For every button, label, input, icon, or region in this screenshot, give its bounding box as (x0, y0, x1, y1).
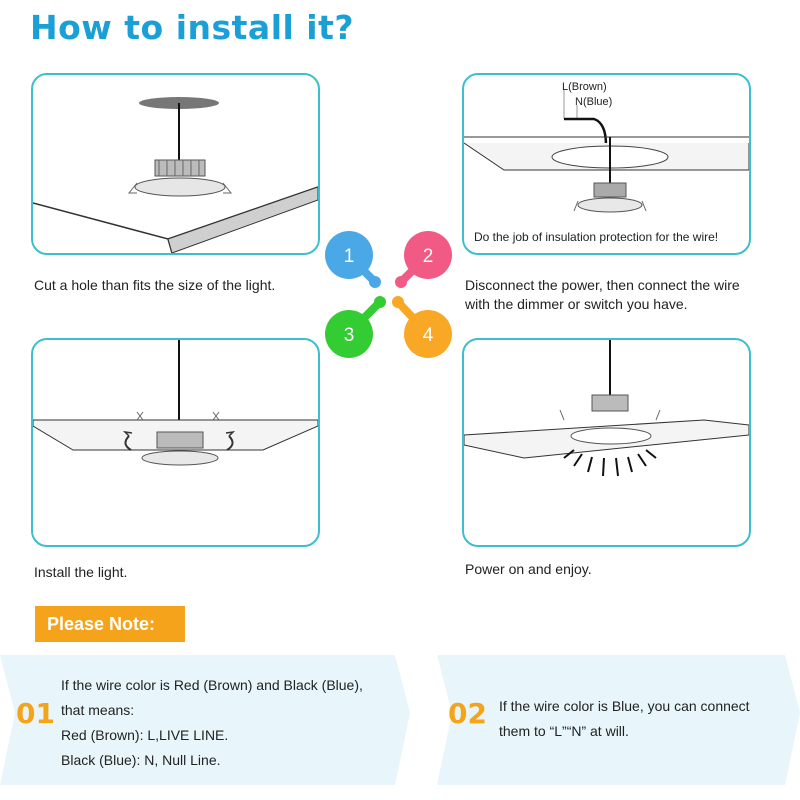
note-02-number: 02 (448, 697, 487, 730)
step2-panel (462, 73, 751, 255)
page-title: How to install it? (30, 8, 355, 47)
live-wire-label: L(Brown) (562, 81, 607, 93)
note-01-number: 01 (16, 697, 55, 730)
step1-illustration (33, 75, 318, 253)
note-01-line2: that means: (61, 702, 135, 718)
bubble-1-label: 1 (343, 246, 355, 267)
step3-caption: Install the light. (34, 564, 128, 580)
step2-caption-line1: Disconnect the power, then connect the wire (465, 277, 740, 293)
note-02-line2: them to “L”“N” at will. (499, 723, 629, 739)
step4-illustration (464, 340, 749, 545)
bubble-2-label: 2 (422, 246, 434, 267)
step-number-bubbles (318, 222, 458, 362)
step1-caption: Cut a hole than fits the size of the light. (34, 277, 276, 293)
note-02-line1: If the wire color is Blue, you can connect (499, 698, 750, 714)
bubble-4-label: 4 (422, 325, 434, 346)
step4-caption: Power on and enjoy. (465, 561, 592, 577)
note-01-line3: Red (Brown): L,LIVE LINE. (61, 727, 229, 743)
note-01-line1: If the wire color is Red (Brown) and Black (Blue), (61, 677, 363, 693)
note-02-text (499, 694, 750, 744)
please-note-tag: Please Note: (35, 606, 185, 642)
step4-panel (462, 338, 751, 547)
note-01-line4: Black (Blue): N, Null Line. (61, 752, 221, 768)
bubble-3-label: 3 (343, 325, 355, 346)
step2-caption-line2: with the dimmer or switch you have. (465, 296, 688, 312)
step3-illustration (33, 340, 318, 545)
insulation-note: Do the job of insulation protection for the wire! (474, 230, 719, 244)
neutral-wire-label: N(Blue) (575, 96, 613, 108)
step3-panel (31, 338, 320, 547)
note-01-text (61, 673, 363, 773)
step1-panel (31, 73, 320, 255)
